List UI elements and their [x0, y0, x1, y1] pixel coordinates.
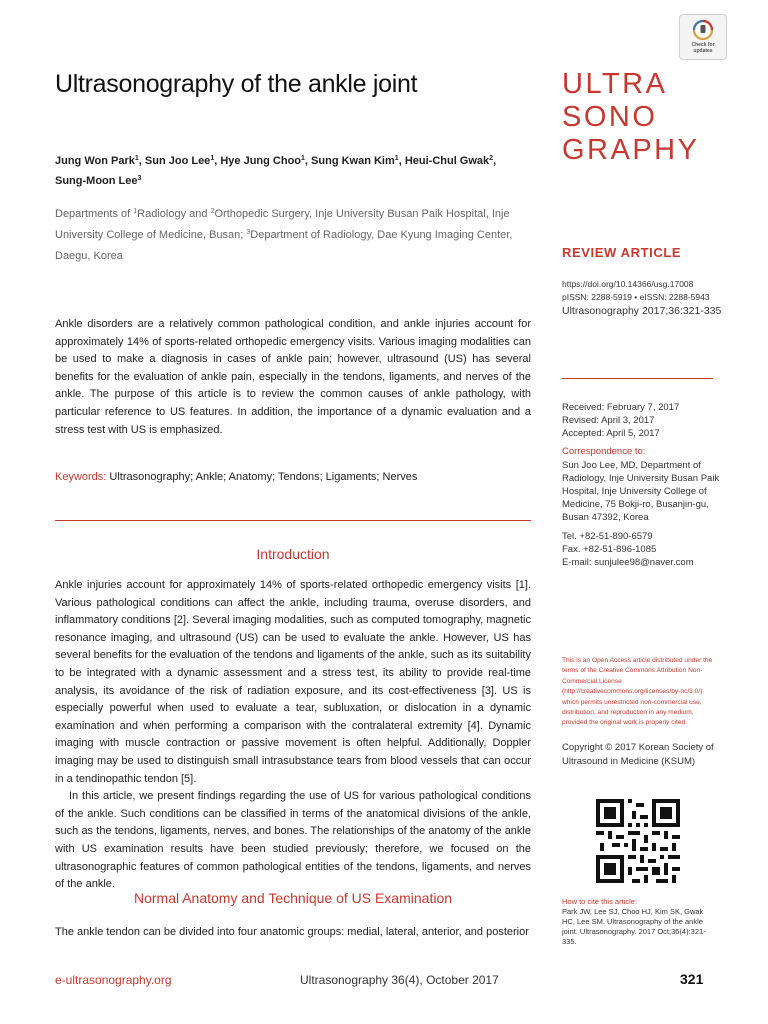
logo-line: ULTRA: [562, 68, 668, 100]
abstract: Ankle disorders are a relatively common pathological condition, and ankle injuries account for approximately 14% of sports-related orthopedic emergency visits. Various imaging modalities can be used to make a diagnosis in cases of ankle pain; however, ultrasound (US) has several benefits for the evaluation of ankle pain, especially in the tendons, ligaments, and nerves of the ankle. The purpose of this article is to review the common causes of ankle pathology, with particular reference to US features. In addition, the importance of a dynamic evaluation and a stress test with US is emphasized.: [55, 318, 531, 436]
author-affiliation-mark: 2: [489, 155, 494, 162]
doi-link[interactable]: https://doi.org/10.14366/usg.17008: [562, 279, 694, 289]
section-divider: [55, 520, 531, 521]
affiliation-mark: 2: [210, 208, 215, 215]
author-name[interactable]: Hye Jung Choo: [220, 155, 302, 167]
check-for-updates-icon: [693, 19, 713, 41]
keywords: [55, 471, 531, 483]
qr-code-icon[interactable]: [596, 799, 680, 883]
cite-label: How to cite this article:: [562, 897, 638, 906]
journal-logo: [562, 68, 699, 167]
author-affiliation-mark: 1: [301, 155, 305, 162]
license-notice: This is an Open Access article distributed under the terms of the Creative Commons Attribution Non-Commercial License (http://creativecommons.org/licenses/by-nc/3.0/) which permits unrestricted non-commercial use, distribution, and reproduction in any medium, provided the original work is properly cited.: [562, 657, 713, 727]
revised-date: Revised: April 3, 2017: [562, 415, 655, 426]
received-date: Received: February 7, 2017: [562, 402, 680, 413]
affiliation-text: Department of Radiology, Dae Kyung Imaging Center, Daegu, Korea: [55, 229, 513, 262]
issn: pISSN: 2288-5919 • eISSN: 2288-5943: [562, 292, 710, 302]
introduction-heading: Introduction: [256, 546, 330, 562]
email-link[interactable]: E-mail: sunjulee98@naver.com: [562, 557, 694, 568]
keywords-text: Ultrasonography; Ankle; Anatomy; Tendons; Ligaments; Nerves: [109, 471, 418, 483]
check-for-updates-button[interactable]: [679, 14, 727, 60]
author-name[interactable]: Sun Joo Lee: [144, 155, 211, 167]
author-affiliation-mark: 1: [394, 155, 399, 162]
paragraph: Ankle injuries account for approximately 14% of sports-related orthopedic emergency visits [1]. Various pathological conditions can affect the ankle, including trauma, overuse disorders, and inflammatory conditions [2]. Several imaging modalities, such as computed tomography, magnetic resonance imaging, and ultrasound (US) can be used to evaluate the ankle. However, US has several benefits for the evaluation of the tendons and ligaments of the ankle, such as its suitability to be integrated with a dynamic assessment and a stress test, its ability to provide real-time analysis, its avoidance of the risk of radiation exposure, and its cost-effectiveness [3]. US is especially powerful when used to evaluate a tear, subluxation, or dislocation in a dynamic examination and when performing a comparison with the contralateral extremity [4]. Dynamic imaging with muscle contraction or passive movement is often helpful. Additionally, Doppler imaging may be used to distinguish small intrasubstance tears from blood vessels that can occur in a tendinopathic tendon [5].: [55, 579, 531, 785]
anatomy-body: The ankle tendon can be divided into four anatomic groups: medial, lateral, anterior, and posterior: [55, 926, 529, 938]
copyright: Copyright © 2017 Korean Society of Ultrasound in Medicine (KSUM): [562, 742, 714, 767]
author-name[interactable]: Sung Kwan Kim: [311, 155, 395, 167]
doi-block: [562, 278, 710, 304]
paragraph: In this article, we present findings regarding the use of US for various pathological conditions of the ankle. Such conditions can be classified in terms of the anatomical divisions of the ankle, such as the tendons, ligaments, nerves, and bones. The relationships of the anatomy of the ankle with US examination results have been studied previously; therefore, we focused on the ultrasonographic features of common pathological entities of the tendons, ligaments, and nerves of the ankle.: [55, 790, 531, 891]
affiliation-text: Radiology and: [137, 208, 211, 220]
logo-line: GRAPHY: [562, 134, 700, 166]
author-name[interactable]: Jung Won Park: [55, 155, 135, 167]
telephone: Tel. +82-51-890-6579: [562, 531, 653, 542]
badge-label-line: Check for: [691, 42, 715, 48]
contact-info: [562, 530, 694, 569]
affiliation-mark: 1: [133, 208, 138, 215]
sidebar-divider: [562, 378, 713, 379]
author-name[interactable]: Sung-Moon Lee: [55, 175, 138, 187]
affiliation-mark: 3: [246, 229, 251, 236]
article-title: Ultrasonography of the ankle joint: [55, 70, 418, 98]
journal-website-link[interactable]: e-ultrasonography.org: [55, 973, 172, 987]
page-number: 321: [680, 971, 704, 987]
badge-label-line: updates: [693, 48, 713, 54]
accepted-date: Accepted: April 5, 2017: [562, 428, 660, 439]
article-type: REVIEW ARTICLE: [562, 245, 682, 260]
journal-issue: Ultrasonography 36(4), October 2017: [300, 973, 499, 987]
author-list: Jung Won Park$^1$, Sun Joo Lee$^1$, Hye Jung Choo$^1$, Sung Kwan Kim$^1$, Heui-Chul Gwak$^2$, Sung-Moon Lee$^3$: [55, 155, 497, 187]
article-dates: [562, 401, 679, 440]
author-affiliation-mark: 1: [134, 155, 139, 162]
logo-line: SONO: [562, 101, 658, 133]
badge-label: [680, 42, 726, 54]
correspondence-label: Correspondence to:: [562, 446, 646, 457]
author-affiliation-mark: 3: [137, 175, 142, 182]
cite-text: Park JW, Lee SJ, Choo HJ, Kim SK, Gwak HC, Lee SM. Ultrasonography of the ankle joint. Ultrasonography. 2017 Oct;36(4):321-335.: [562, 907, 706, 946]
affiliations: [55, 204, 525, 267]
anatomy-heading: Normal Anatomy and Technique of US Examination: [133, 890, 453, 906]
introduction-body: [55, 577, 531, 894]
affiliation-text: Orthopedic Surgery, Inje University Busan Paik Hospital, Inje University College of Medicine, Busan;: [55, 208, 510, 241]
affiliation-text: Departments of: [55, 208, 134, 220]
author-name[interactable]: Heui-Chul Gwak: [404, 155, 490, 167]
citation-line: Ultrasonography 2017;36:321-335: [562, 305, 722, 317]
fax: Fax. +82-51-896-1085: [562, 544, 657, 555]
correspondence-address: Sun Joo Lee, MD, Department of Radiology, Inje University Busan Paik Hospital, Inje University College of Medicine, 75 Bokji-ro, Busanjin-gu, Busan 47392, Korea: [562, 460, 720, 523]
keywords-label: Keywords:: [55, 471, 107, 483]
author-affiliation-mark: 1: [210, 155, 215, 162]
